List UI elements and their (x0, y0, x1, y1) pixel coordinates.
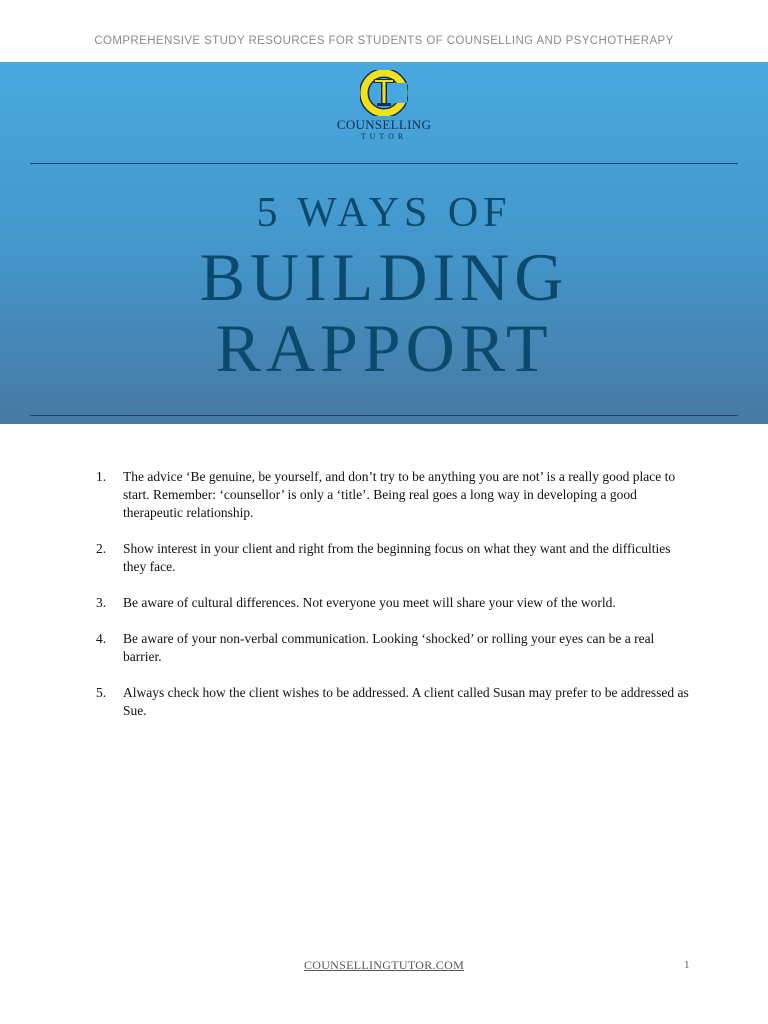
page-title-line-3: RAPPORT (215, 310, 553, 386)
list-item (96, 540, 696, 576)
title-divider-bottom (30, 415, 738, 416)
page-number: 1 (684, 959, 690, 971)
list-item (96, 630, 696, 666)
page-tagline: COMPREHENSIVE STUDY RESOURCES FOR STUDENTS OF COUNSELLING AND PSYCHOTHERAPY (94, 35, 674, 47)
list-item-number: 3. (96, 595, 107, 610)
list-item-text: The advice ‘Be genuine, be yourself, and don’t try to be anything you are not’ is a really good place to start. Remember: ‘counsellor’ is only a ‘title’. Being real goes a long way in developing a good therapeutic relationship. (123, 469, 676, 520)
page-title-line-2: BUILDING (199, 239, 569, 315)
list-item-text: Be aware of your non-verbal communication. Looking ‘shocked’ or rolling your eyes can be a real barrier. (123, 631, 655, 664)
brand-name: COUNSELLING (336, 117, 432, 132)
list-item (96, 468, 696, 522)
page-title-line-1: 5 WAYS OF (256, 190, 512, 236)
title-divider-top (30, 163, 738, 164)
list-item (96, 594, 696, 612)
list-item-text: Be aware of cultural differences. Not everyone you meet will share your view of the world. (123, 595, 616, 610)
brand-subtitle: TUTOR (360, 132, 408, 141)
list-item-number: 4. (96, 631, 107, 646)
brand-logo (0, 70, 768, 142)
tips-list (96, 468, 696, 738)
list-item-number: 1. (96, 469, 107, 484)
website-link[interactable]: COUNSELLINGTUTOR.COM (303, 958, 465, 972)
list-item-number: 5. (96, 685, 107, 700)
list-item-number: 2. (96, 541, 107, 556)
ct-monogram-icon (360, 70, 408, 116)
list-item (96, 684, 696, 720)
title-banner (0, 62, 768, 424)
list-item-text: Show interest in your client and right from the beginning focus on what they want and the difficulties they face. (123, 541, 671, 574)
list-item-text: Always check how the client wishes to be addressed. A client called Susan may prefer to be addressed as Sue. (123, 685, 689, 718)
